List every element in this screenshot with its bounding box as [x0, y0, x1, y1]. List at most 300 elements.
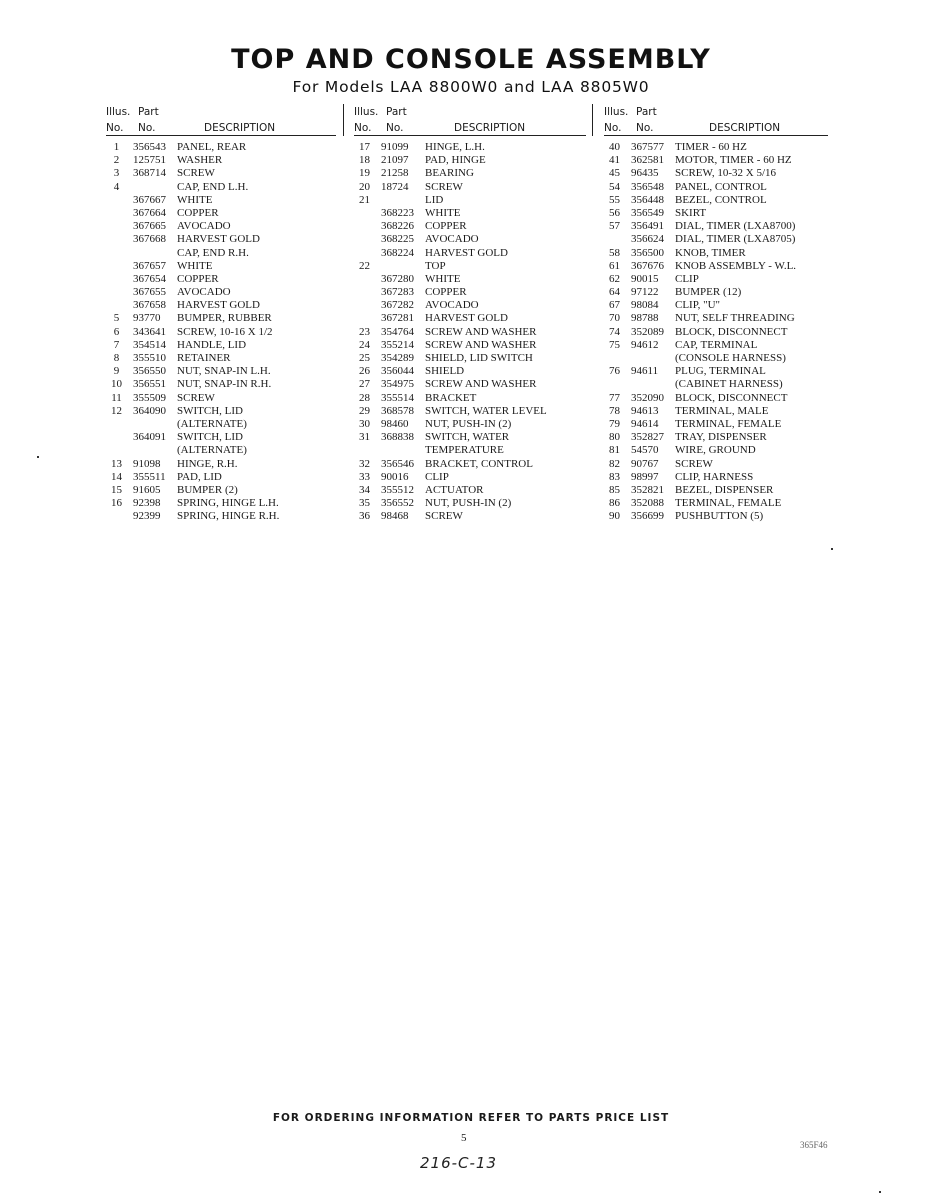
part-number — [625, 352, 675, 365]
illus-number: 83 — [609, 470, 620, 483]
part-number: 90015 — [631, 272, 659, 285]
part-number: 367281 — [381, 312, 414, 325]
part-number: 18724 — [381, 180, 409, 193]
illus-number — [106, 247, 127, 260]
part-description: TOP — [425, 259, 446, 272]
part-description: RETAINER — [177, 352, 231, 364]
parts-row — [604, 510, 828, 523]
part-number: 354975 — [381, 378, 414, 391]
part-description: SWITCH, LID — [177, 431, 243, 444]
illus-number: 75 — [609, 338, 620, 351]
part-description: NUT, SELF THREADING — [675, 312, 795, 325]
parts-row — [106, 339, 336, 352]
header-illus-no: No. — [604, 122, 622, 134]
part-description: SHIELD, LID SWITCH — [425, 352, 533, 364]
illus-number — [106, 194, 127, 207]
parts-row — [354, 326, 586, 339]
illus-number: 54 — [609, 180, 620, 193]
header-illus-no: No. — [354, 122, 372, 134]
page-title: TOP AND CONSOLE ASSEMBLY — [231, 44, 711, 75]
illus-number: 33 — [359, 470, 370, 483]
part-description: HARVEST GOLD — [177, 299, 260, 312]
parts-row — [604, 220, 828, 233]
parts-row — [604, 378, 828, 391]
parts-row — [106, 154, 336, 167]
part-number — [127, 444, 177, 457]
illus-number: 27 — [359, 378, 370, 391]
parts-row — [604, 260, 828, 273]
part-description: ACTUATOR — [425, 483, 484, 496]
parts-row — [354, 418, 586, 431]
parts-row — [354, 484, 586, 497]
part-description: PANEL, REAR — [177, 141, 247, 153]
illus-number: 31 — [359, 431, 370, 444]
parts-row — [354, 444, 586, 457]
part-number: 356500 — [631, 246, 664, 259]
part-number: 368578 — [381, 404, 414, 417]
illus-number: 76 — [609, 365, 620, 378]
part-description: PLUG, TERMINAL — [675, 365, 766, 378]
illus-number: 57 — [609, 220, 620, 233]
part-number: 96435 — [631, 167, 659, 180]
parts-row — [354, 260, 586, 273]
illus-number: 23 — [359, 325, 370, 338]
parts-row — [106, 260, 336, 273]
part-description: TERMINAL, FEMALE — [675, 417, 782, 430]
parts-row — [106, 247, 336, 260]
illus-number: 30 — [359, 417, 370, 430]
parts-row — [106, 194, 336, 207]
part-number: 98997 — [631, 470, 659, 483]
part-number: 364090 — [133, 404, 166, 417]
parts-row — [604, 154, 828, 167]
header-illus-no: No. — [106, 122, 124, 134]
illus-number: 45 — [609, 167, 620, 180]
part-description: SCREW — [177, 167, 215, 180]
illus-number: 8 — [113, 352, 120, 364]
part-number: 355509 — [133, 391, 166, 404]
illus-number: 36 — [359, 510, 370, 523]
part-description: SPRING, HINGE L.H. — [177, 497, 279, 510]
illus-number: 74 — [609, 325, 620, 338]
part-description: DIAL, TIMER (LXA8705) — [675, 233, 796, 246]
part-description: NUT, SNAP-IN R.H. — [177, 378, 272, 391]
illus-number: 58 — [609, 246, 620, 259]
illus-number — [106, 273, 127, 286]
illus-number: 11 — [111, 391, 122, 404]
part-number: 364091 — [133, 431, 166, 444]
illus-number — [106, 207, 127, 220]
parts-row — [604, 352, 828, 365]
parts-row — [354, 497, 586, 510]
parts-row — [354, 154, 586, 167]
illus-number: 35 — [359, 497, 370, 510]
part-description: WHITE — [425, 272, 461, 285]
parts-row — [354, 405, 586, 418]
part-number: 356549 — [631, 206, 664, 219]
part-description: SWITCH, WATER LEVEL — [425, 404, 547, 417]
parts-row — [106, 352, 336, 365]
illus-number: 14 — [111, 470, 122, 483]
part-description: COPPER — [425, 220, 467, 233]
parts-row — [604, 339, 828, 352]
parts-row — [106, 405, 336, 418]
parts-row — [354, 392, 586, 405]
parts-row — [106, 220, 336, 233]
part-description: SCREW — [675, 457, 713, 470]
part-number — [375, 444, 425, 457]
part-number: 98460 — [381, 417, 409, 430]
parts-row — [106, 273, 336, 286]
ordering-info-footer: FOR ORDERING INFORMATION REFER TO PARTS PRICE LIST — [272, 1112, 670, 1124]
illus-number — [354, 299, 375, 312]
part-description: SCREW AND WASHER — [425, 338, 537, 351]
part-number: 98788 — [631, 312, 659, 325]
parts-row — [604, 365, 828, 378]
part-description: HARVEST GOLD — [425, 312, 508, 325]
illus-number: 21 — [359, 193, 370, 206]
part-number — [127, 247, 177, 260]
part-number: 97122 — [631, 286, 659, 299]
part-description: (ALTERNATE) — [177, 444, 247, 457]
part-description: TEMPERATURE — [425, 444, 504, 457]
illus-number: 41 — [609, 154, 620, 167]
parts-row — [354, 352, 586, 365]
illus-number: 20 — [359, 180, 370, 193]
part-number: 91098 — [133, 457, 161, 470]
parts-row — [106, 181, 336, 194]
parts-row — [354, 207, 586, 220]
illus-number: 78 — [609, 404, 620, 417]
illus-number: 2 — [113, 154, 120, 167]
illus-number: 67 — [609, 299, 620, 312]
part-description: BEZEL, DISPENSER — [675, 483, 774, 496]
part-number: 356551 — [133, 378, 166, 391]
part-description: BUMPER (12) — [675, 286, 742, 299]
illus-number: 13 — [111, 457, 122, 470]
part-number: 356491 — [631, 220, 664, 233]
part-number: 98084 — [631, 299, 659, 312]
part-number: 21258 — [381, 167, 409, 180]
part-description: WHITE — [177, 259, 213, 272]
parts-row — [604, 141, 828, 154]
part-description: BEZEL, CONTROL — [675, 193, 767, 206]
part-description: BRACKET — [425, 391, 477, 404]
parts-row — [604, 194, 828, 207]
illus-number: 4 — [113, 180, 120, 193]
parts-row — [354, 141, 586, 154]
part-number — [127, 418, 177, 431]
illus-number: 15 — [111, 483, 122, 496]
part-number: 356448 — [631, 193, 664, 206]
illus-number — [354, 207, 375, 220]
part-description: SCREW — [425, 180, 463, 193]
part-number: 368224 — [381, 246, 414, 259]
parts-row — [354, 471, 586, 484]
illus-number — [106, 431, 127, 444]
part-description: SCREW — [425, 510, 463, 523]
header-part-no: No. — [636, 122, 654, 134]
part-number: 367577 — [631, 141, 664, 153]
parts-row — [604, 273, 828, 286]
part-description: NUT, PUSH-IN (2) — [425, 497, 512, 510]
parts-row — [354, 339, 586, 352]
part-description: TERMINAL, FEMALE — [675, 497, 782, 510]
parts-row — [604, 167, 828, 180]
part-number: 368838 — [381, 431, 414, 444]
part-number: 356543 — [133, 141, 166, 153]
illus-number: 80 — [609, 431, 620, 444]
parts-row — [354, 312, 586, 325]
header-part-no: No. — [138, 122, 156, 134]
part-description: SPRING, HINGE R.H. — [177, 510, 280, 523]
parts-row — [604, 247, 828, 260]
illus-number: 64 — [609, 286, 620, 299]
parts-row — [604, 286, 828, 299]
illus-number — [106, 233, 127, 246]
part-number: 356548 — [631, 180, 664, 193]
illus-number: 16 — [111, 497, 122, 510]
parts-row — [604, 326, 828, 339]
part-number: 367667 — [133, 193, 166, 206]
part-number — [127, 181, 177, 194]
part-number: 355510 — [133, 352, 166, 364]
handwritten-note: 216-C-13 — [420, 1154, 498, 1172]
part-description: TIMER - 60 HZ — [675, 141, 747, 153]
part-description: (CABINET HARNESS) — [675, 378, 783, 391]
parts-row — [106, 458, 336, 471]
parts-row — [106, 497, 336, 510]
illus-number — [604, 378, 625, 391]
parts-row — [354, 458, 586, 471]
header-part: Part — [636, 106, 657, 118]
parts-row — [106, 431, 336, 444]
part-number: 355514 — [381, 391, 414, 404]
part-number: 54570 — [631, 444, 659, 457]
illus-number: 26 — [359, 365, 370, 378]
part-number: 356044 — [381, 365, 414, 378]
part-description: AVOCADO — [177, 220, 231, 233]
part-description: HINGE, L.H. — [425, 141, 485, 153]
part-description: HARVEST GOLD — [177, 233, 260, 246]
parts-row — [106, 233, 336, 246]
parts-row — [604, 444, 828, 457]
illus-number: 40 — [609, 141, 620, 153]
part-description: BEARING — [425, 167, 474, 180]
part-number: 355214 — [381, 338, 414, 351]
part-description: WASHER — [177, 154, 223, 167]
part-number: 367282 — [381, 299, 414, 312]
part-number: 352090 — [631, 391, 664, 404]
illus-number: 9 — [113, 365, 120, 378]
part-number — [375, 194, 425, 207]
part-number: 355512 — [381, 483, 414, 496]
scan-speck — [37, 456, 39, 458]
part-description: (CONSOLE HARNESS) — [675, 352, 786, 364]
part-number: 94614 — [631, 417, 659, 430]
parts-row — [106, 167, 336, 180]
part-description: HARVEST GOLD — [425, 246, 508, 259]
part-number: 356546 — [381, 457, 414, 470]
parts-list — [106, 136, 336, 523]
part-description: CAP, END R.H. — [177, 246, 249, 259]
illus-number: 70 — [609, 312, 620, 325]
illus-number — [604, 352, 625, 365]
parts-row — [604, 312, 828, 325]
illus-number: 6 — [113, 325, 120, 338]
illus-number: 22 — [359, 259, 370, 272]
part-description: SCREW, 10-32 X 5/16 — [675, 167, 777, 180]
part-number: 92399 — [133, 510, 161, 523]
parts-row — [604, 458, 828, 471]
part-description: MOTOR, TIMER - 60 HZ — [675, 154, 792, 167]
parts-row — [604, 207, 828, 220]
parts-row — [106, 286, 336, 299]
illus-number: 29 — [359, 404, 370, 417]
parts-row — [354, 247, 586, 260]
parts-list — [604, 136, 828, 523]
illus-number: 17 — [359, 141, 370, 153]
header-illus: Illus. — [354, 106, 379, 118]
illus-number: 25 — [359, 352, 370, 364]
part-number: 367283 — [381, 286, 414, 299]
part-description: TRAY, DISPENSER — [675, 431, 767, 444]
part-number: 91605 — [133, 483, 161, 496]
part-description: COPPER — [177, 272, 219, 285]
parts-row — [354, 181, 586, 194]
column-divider — [592, 104, 593, 136]
scan-speck — [831, 548, 833, 550]
part-description: AVOCADO — [425, 299, 479, 312]
illus-number — [604, 233, 625, 246]
part-number: 367280 — [381, 272, 414, 285]
parts-row — [354, 167, 586, 180]
document-code: 365F46 — [800, 1140, 828, 1150]
part-number: 368225 — [381, 233, 414, 246]
parts-column-1 — [106, 104, 336, 523]
part-number: 367658 — [133, 299, 166, 312]
parts-row — [354, 194, 586, 207]
column-header — [354, 104, 586, 136]
part-number: 367655 — [133, 286, 166, 299]
illus-number: 28 — [359, 391, 370, 404]
part-number — [375, 260, 425, 273]
part-description: SHIELD — [425, 365, 465, 378]
header-description: DESCRIPTION — [454, 122, 526, 134]
part-description: HINGE, R.H. — [177, 457, 238, 470]
parts-row — [604, 392, 828, 405]
part-number: 355511 — [133, 470, 166, 483]
part-description: NUT, SNAP-IN L.H. — [177, 365, 271, 378]
illus-number — [354, 220, 375, 233]
part-description: PAD, LID — [177, 470, 222, 483]
part-number: 94613 — [631, 404, 659, 417]
parts-row — [354, 273, 586, 286]
illus-number — [354, 286, 375, 299]
part-description: KNOB ASSEMBLY - W.L. — [675, 259, 797, 272]
parts-row — [106, 510, 336, 523]
parts-row — [106, 392, 336, 405]
parts-row — [354, 510, 586, 523]
part-description: SCREW AND WASHER — [425, 325, 537, 338]
part-description: WHITE — [425, 206, 461, 219]
illus-number: 12 — [111, 404, 122, 417]
scan-speck — [879, 1191, 881, 1193]
part-description: WHITE — [177, 193, 213, 206]
parts-row — [106, 141, 336, 154]
parts-row — [106, 418, 336, 431]
parts-row — [354, 365, 586, 378]
illus-number — [106, 444, 127, 457]
part-number: 125751 — [133, 154, 166, 167]
illus-number — [106, 418, 127, 431]
illus-number: 85 — [609, 483, 620, 496]
header-description: DESCRIPTION — [204, 122, 276, 134]
parts-row — [354, 299, 586, 312]
illus-number: 55 — [609, 193, 620, 206]
part-description: PUSHBUTTON (5) — [675, 510, 764, 523]
part-description: CLIP, "U" — [675, 299, 721, 312]
illus-number: 32 — [359, 457, 370, 470]
part-number: 367668 — [133, 233, 166, 246]
part-description: BLOCK, DISCONNECT — [675, 391, 788, 404]
illus-number — [106, 260, 127, 273]
parts-row — [354, 233, 586, 246]
parts-row — [604, 471, 828, 484]
part-description: PAD, HINGE — [425, 154, 486, 167]
part-description: KNOB, TIMER — [675, 246, 746, 259]
illus-number: 10 — [111, 378, 122, 391]
parts-row — [354, 431, 586, 444]
parts-row — [106, 365, 336, 378]
parts-row — [106, 207, 336, 220]
part-number: 368714 — [133, 167, 166, 180]
column-header — [106, 104, 336, 136]
part-number: 354289 — [381, 352, 414, 364]
part-description: COPPER — [425, 286, 467, 299]
part-description: BRACKET, CONTROL — [425, 457, 533, 470]
illus-number — [106, 286, 127, 299]
part-number: 367664 — [133, 206, 166, 219]
part-number: 368223 — [381, 206, 414, 219]
parts-row — [604, 418, 828, 431]
part-description: SCREW AND WASHER — [425, 378, 537, 391]
parts-row — [106, 484, 336, 497]
parts-row — [604, 299, 828, 312]
illus-number — [354, 247, 375, 260]
part-number: 94611 — [631, 365, 659, 378]
parts-row — [106, 378, 336, 391]
header-part-no: No. — [386, 122, 404, 134]
part-number — [625, 378, 675, 391]
illus-number: 79 — [609, 417, 620, 430]
part-description: SCREW, 10-16 X 1/2 — [177, 325, 273, 338]
parts-row — [354, 220, 586, 233]
part-number: 352088 — [631, 497, 664, 510]
parts-row — [106, 326, 336, 339]
illus-number — [354, 444, 375, 457]
header-description: DESCRIPTION — [709, 122, 781, 134]
illus-number — [106, 510, 127, 523]
illus-number — [354, 273, 375, 286]
part-description: DIAL, TIMER (LXA8700) — [675, 220, 796, 233]
page-subtitle: For Models LAA 8800W0 and LAA 8805W0 — [292, 78, 650, 96]
part-number: 94612 — [631, 338, 659, 351]
parts-row — [604, 484, 828, 497]
part-description: CLIP, HARNESS — [675, 470, 754, 483]
illus-number: 77 — [609, 391, 620, 404]
illus-number: 5 — [113, 312, 120, 325]
